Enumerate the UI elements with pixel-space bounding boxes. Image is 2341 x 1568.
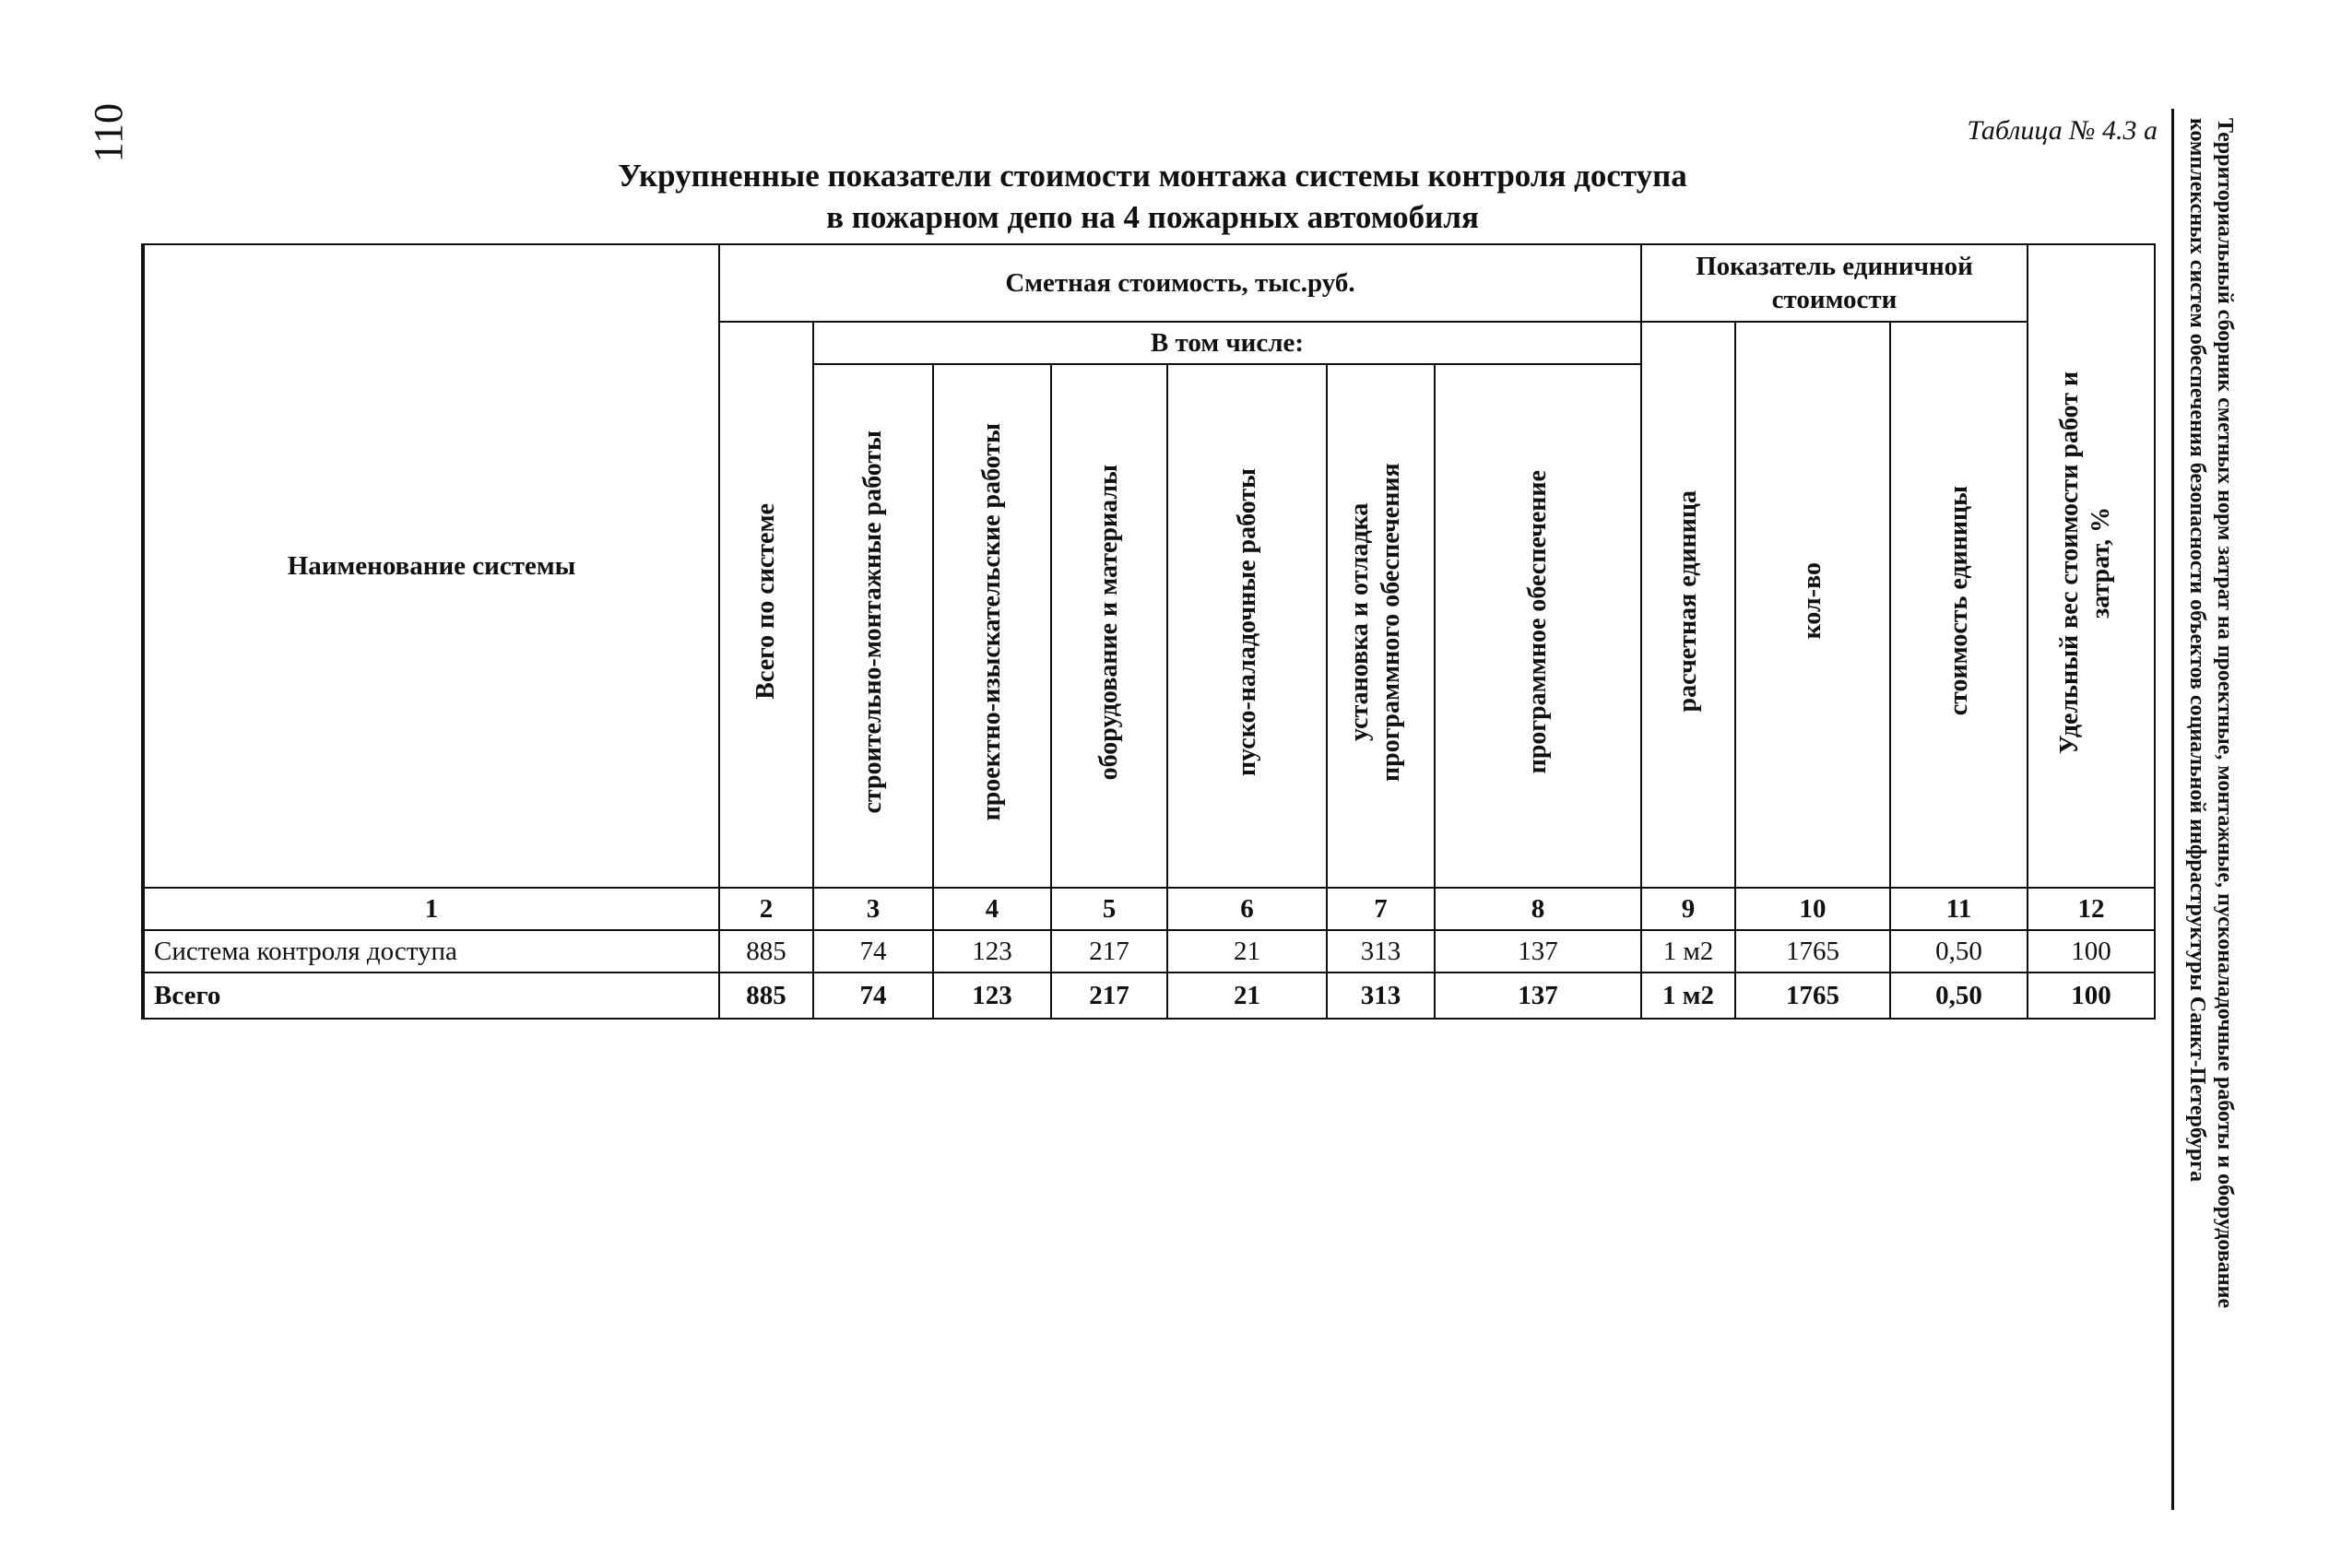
column-numbers-row — [143, 888, 2155, 930]
header-estimated-cost: Сметная стоимость, тыс.руб. — [719, 244, 1641, 322]
total-construction: 74 — [813, 973, 933, 1019]
side-running-header: Территориальный сборник сметных норм затрат на проектные, монтажные, пусконаладочные работы и оборудование комплексных систем обеспечения безопасности объектов социальной инфраструктуры Санкт-Петербурга — [2185, 118, 2237, 1309]
page-title — [516, 155, 1789, 238]
header-total-cell — [719, 322, 813, 888]
total-equipment: 217 — [1051, 973, 1167, 1019]
title-line-2: в пожарном депо на 4 пожарных автомобиля — [826, 199, 1479, 235]
table-row — [143, 930, 2155, 973]
total-software-setup: 313 — [1327, 973, 1435, 1019]
header-construction: строительно-монтажные работы — [858, 430, 887, 814]
row-name: Система контроля доступа — [143, 930, 719, 973]
header-design-cell — [933, 364, 1051, 888]
row-total: 885 — [719, 930, 813, 973]
col-number: 9 — [1641, 888, 1735, 930]
col-number: 4 — [933, 888, 1051, 930]
total-quantity: 1765 — [1735, 973, 1890, 1019]
cost-table — [141, 243, 2156, 1020]
col-number: 2 — [719, 888, 813, 930]
header-commissioning-cell — [1167, 364, 1327, 888]
header-unit-cost: стоимость единицы — [1944, 486, 1973, 716]
total-row — [143, 973, 2155, 1019]
header-share-cell — [2028, 244, 2155, 888]
header-software-cell — [1435, 364, 1641, 888]
col-number: 8 — [1435, 888, 1641, 930]
col-number: 10 — [1735, 888, 1890, 930]
col-number: 3 — [813, 888, 933, 930]
side-divider — [2171, 109, 2174, 1510]
header-total: Всего по системе — [751, 502, 780, 700]
col-number: 6 — [1167, 888, 1327, 930]
header-unit-cost-cell — [1890, 322, 2028, 888]
row-construction: 74 — [813, 930, 933, 973]
total-share: 100 — [2028, 973, 2155, 1019]
row-commissioning: 21 — [1167, 930, 1327, 973]
row-share: 100 — [2028, 930, 2155, 973]
header-including: В том числе: — [813, 322, 1641, 364]
total-commissioning: 21 — [1167, 973, 1327, 1019]
total-total: 885 — [719, 973, 813, 1019]
header-quantity-cell — [1735, 322, 1890, 888]
header-share: Удельный вес стоимости работ и затрат, % — [2055, 371, 2115, 754]
row-unit: 1 м2 — [1641, 930, 1735, 973]
header-commissioning: пуско-наладочные работы — [1232, 468, 1261, 776]
header-design: проектно-изыскательские работы — [977, 423, 1006, 821]
header-equipment: оборудование и материалы — [1094, 464, 1123, 781]
header-software: программное обеспечение — [1523, 470, 1552, 774]
header-equipment-cell — [1051, 364, 1167, 888]
row-quantity: 1765 — [1735, 930, 1890, 973]
table-number: Таблица № 4.3 а — [1967, 115, 2158, 146]
header-software-setup: установка и отладка программного обеспечения — [1344, 463, 1405, 782]
col-number: 1 — [143, 888, 719, 930]
header-construction-cell — [813, 364, 933, 888]
row-software-setup: 313 — [1327, 930, 1435, 973]
row-unit-cost: 0,50 — [1890, 930, 2028, 973]
header-unit: расчетная единица — [1673, 489, 1702, 713]
row-equipment: 217 — [1051, 930, 1167, 973]
row-software: 137 — [1435, 930, 1641, 973]
col-number: 12 — [2028, 888, 2155, 930]
row-design: 123 — [933, 930, 1051, 973]
total-name: Всего — [143, 973, 719, 1019]
header-quantity: кол-во — [1798, 562, 1827, 640]
header-unit-indicator: Показатель единичной стоимости — [1641, 244, 2028, 322]
page-number: 110 — [86, 103, 131, 163]
header-unit-cell — [1641, 322, 1735, 888]
header-software-setup-cell — [1327, 364, 1435, 888]
total-unit-cost: 0,50 — [1890, 973, 2028, 1019]
col-number: 7 — [1327, 888, 1435, 930]
total-software: 137 — [1435, 973, 1641, 1019]
header-name: Наименование системы — [143, 244, 719, 888]
total-design: 123 — [933, 973, 1051, 1019]
col-number: 5 — [1051, 888, 1167, 930]
col-number: 11 — [1890, 888, 2028, 930]
total-unit: 1 м2 — [1641, 973, 1735, 1019]
title-line-1: Укрупненные показатели стоимости монтажа системы контроля доступа — [618, 158, 1687, 194]
